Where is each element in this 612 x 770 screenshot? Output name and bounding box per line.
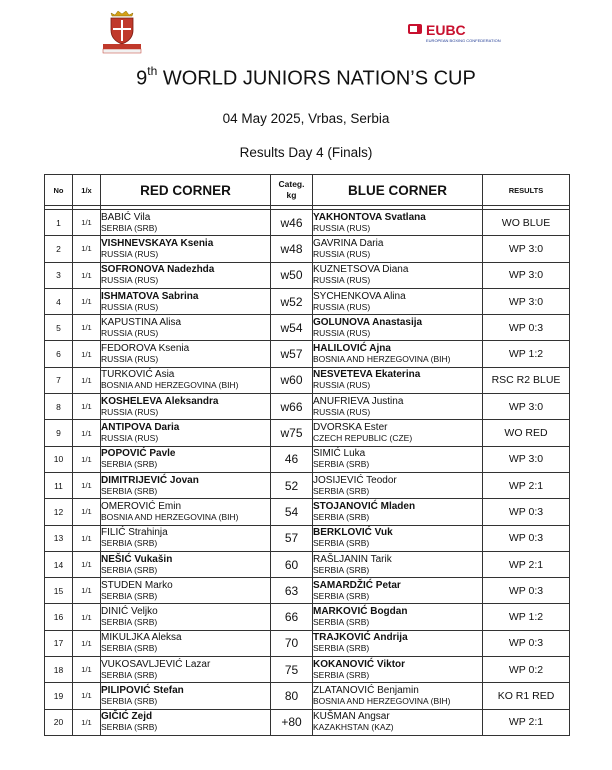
bout-result: WO BLUE — [483, 210, 570, 236]
blue-corner-cell — [313, 288, 483, 314]
eubc-logo — [408, 22, 524, 44]
bout-result: WP 2:1 — [483, 472, 570, 498]
blue-fighter-name: BERKLOVIĆ Vuk — [313, 527, 393, 539]
red-corner-cell — [101, 210, 271, 236]
bout-result: WP 2:1 — [483, 709, 570, 735]
bout-number: 13 — [45, 525, 73, 551]
table-row — [45, 683, 570, 709]
bout-number: 11 — [45, 472, 73, 498]
bout-round: 1/1 — [73, 709, 101, 735]
table-row — [45, 341, 570, 367]
bout-number: 20 — [45, 709, 73, 735]
bout-round: 1/1 — [73, 262, 101, 288]
blue-corner-cell — [313, 578, 483, 604]
blue-fighter-country: SERBIA (SRB) — [313, 617, 370, 628]
red-fighter-name: TURKOVIĆ Asia — [101, 369, 175, 381]
red-corner-cell — [101, 420, 271, 446]
table-row — [45, 315, 570, 341]
weight-category: 75 — [271, 657, 313, 683]
blue-corner-cell — [313, 210, 483, 236]
red-fighter-country: BOSNIA AND HERZEGOVINA (BIH) — [101, 380, 239, 391]
red-fighter-country: RUSSIA (RUS) — [101, 433, 159, 444]
results-table — [44, 174, 570, 736]
blue-corner-cell — [313, 604, 483, 630]
red-fighter-country: SERBIA (SRB) — [101, 695, 158, 706]
bout-number: 8 — [45, 394, 73, 420]
red-fighter-country: RUSSIA (RUS) — [101, 354, 159, 365]
red-corner-cell — [101, 499, 271, 525]
bout-result: WP 3:0 — [483, 394, 570, 420]
bout-number: 18 — [45, 657, 73, 683]
red-corner-cell — [101, 578, 271, 604]
blue-fighter-country: SERBIA (SRB) — [313, 511, 370, 522]
blue-fighter-country: BOSNIA AND HERZEGOVINA (BIH) — [313, 695, 451, 706]
weight-category: w60 — [271, 367, 313, 393]
bout-number: 10 — [45, 446, 73, 472]
red-fighter-country: SERBIA (SRB) — [101, 643, 158, 654]
bout-number: 17 — [45, 630, 73, 656]
red-fighter-country: SERBIA (SRB) — [101, 485, 158, 496]
blue-fighter-name: RAŠLJANIN Tarik — [313, 553, 392, 565]
blue-fighter-country: SERBIA (SRB) — [313, 459, 370, 470]
blue-corner-cell — [313, 709, 483, 735]
weight-category: w57 — [271, 341, 313, 367]
bout-round: 1/1 — [73, 472, 101, 498]
bout-round: 1/1 — [73, 630, 101, 656]
bout-result: WP 0:3 — [483, 315, 570, 341]
table-row — [45, 367, 570, 393]
bout-result: WP 3:0 — [483, 236, 570, 262]
blue-fighter-country: RUSSIA (RUS) — [313, 380, 371, 391]
red-corner-cell — [101, 551, 271, 577]
weight-category: w46 — [271, 210, 313, 236]
blue-corner-cell — [313, 499, 483, 525]
bout-number: 3 — [45, 262, 73, 288]
bout-round: 1/1 — [73, 446, 101, 472]
red-fighter-country: SERBIA (SRB) — [101, 590, 158, 601]
blue-fighter-name: KUZNETSOVA Diana — [313, 264, 409, 276]
red-fighter-name: SOFRONOVA Nadezhda — [101, 264, 215, 276]
bout-result: WO RED — [483, 420, 570, 446]
title-ordinal: th — [147, 64, 158, 78]
blue-fighter-name: DVORSKA Ester — [313, 422, 388, 434]
weight-category: 57 — [271, 525, 313, 551]
bout-round: 1/1 — [73, 420, 101, 446]
bout-number: 16 — [45, 604, 73, 630]
bout-result: WP 2:1 — [483, 551, 570, 577]
blue-corner-cell — [313, 683, 483, 709]
red-fighter-name: DINIĆ Veljko — [101, 606, 158, 618]
red-corner-cell — [101, 683, 271, 709]
weight-category: 63 — [271, 578, 313, 604]
blue-fighter-name: ZLATANOVIĆ Benjamin — [313, 684, 419, 696]
table-row — [45, 236, 570, 262]
blue-fighter-country: KAZAKHSTAN (KAZ) — [313, 722, 394, 733]
weight-category: w54 — [271, 315, 313, 341]
red-fighter-country: SERBIA (SRB) — [101, 222, 158, 233]
bout-number: 1 — [45, 210, 73, 236]
blue-fighter-name: HALILOVIĆ Ajna — [313, 343, 391, 355]
blue-fighter-name: MARKOVIĆ Bogdan — [313, 606, 408, 618]
blue-fighter-country: CZECH REPUBLIC (CZE) — [313, 433, 413, 444]
blue-fighter-country: BOSNIA AND HERZEGOVINA (BIH) — [313, 354, 451, 365]
bout-number: 14 — [45, 551, 73, 577]
red-fighter-name: FILIĆ Strahinja — [101, 527, 168, 539]
red-fighter-name: BABIĆ Vila — [101, 211, 151, 223]
red-fighter-country: BOSNIA AND HERZEGOVINA (BIH) — [101, 511, 239, 522]
blue-fighter-country: SERBIA (SRB) — [313, 669, 370, 680]
bout-round: 1/1 — [73, 525, 101, 551]
blue-fighter-name: JOSIJEVIĆ Teodor — [313, 474, 397, 486]
header-category-line2: kg — [286, 190, 297, 200]
bout-round: 1/1 — [73, 315, 101, 341]
bout-round: 1/1 — [73, 578, 101, 604]
header-blue-corner: BLUE CORNER — [313, 175, 483, 206]
boxing-federation-serbia-logo — [100, 10, 144, 54]
bout-result: WP 1:2 — [483, 341, 570, 367]
blue-fighter-country: SERBIA (SRB) — [313, 485, 370, 496]
bout-round: 1/1 — [73, 210, 101, 236]
red-fighter-name: VUKOSAVLJEVIĆ Lazar — [101, 658, 211, 670]
bout-round: 1/1 — [73, 683, 101, 709]
table-row — [45, 657, 570, 683]
header-results: RESULTS — [483, 175, 570, 206]
table-row — [45, 709, 570, 735]
bout-number: 19 — [45, 683, 73, 709]
blue-fighter-country: RUSSIA (RUS) — [313, 327, 371, 338]
bout-number: 9 — [45, 420, 73, 446]
blue-fighter-name: STOJANOVIĆ Mladen — [313, 500, 416, 512]
bout-result: RSC R2 BLUE — [483, 367, 570, 393]
blue-fighter-name: SYCHENKOVA Alina — [313, 290, 406, 302]
red-corner-cell — [101, 236, 271, 262]
blue-fighter-country: SERBIA (SRB) — [313, 538, 370, 549]
bout-result: WP 0:3 — [483, 578, 570, 604]
red-corner-cell — [101, 394, 271, 420]
red-fighter-name: VISHNEVSKAYA Ksenia — [101, 237, 214, 249]
red-corner-cell — [101, 472, 271, 498]
red-fighter-country: SERBIA (SRB) — [101, 617, 158, 628]
red-fighter-country: SERBIA (SRB) — [101, 669, 158, 680]
red-fighter-name: PILIPOVIĆ Stefan — [101, 684, 184, 696]
table-row — [45, 446, 570, 472]
blue-corner-cell — [313, 657, 483, 683]
blue-fighter-name: GAVRINA Daria — [313, 237, 384, 249]
table-row — [45, 472, 570, 498]
title-number: 9 — [136, 67, 148, 90]
bout-round: 1/1 — [73, 288, 101, 314]
red-corner-cell — [101, 315, 271, 341]
header-round: 1/x — [73, 175, 101, 206]
red-fighter-name: OMEROVIĆ Emin — [101, 500, 182, 512]
blue-fighter-country: SERBIA (SRB) — [313, 564, 370, 575]
eubc-wordmark: EUBC — [426, 22, 466, 38]
blue-fighter-country: RUSSIA (RUS) — [313, 301, 371, 312]
table-row — [45, 210, 570, 236]
weight-category: w48 — [271, 236, 313, 262]
blue-corner-cell — [313, 630, 483, 656]
header-category-line1: Categ. — [278, 179, 305, 189]
table-row — [45, 578, 570, 604]
bout-number: 15 — [45, 578, 73, 604]
blue-corner-cell — [313, 525, 483, 551]
bout-result: WP 0:3 — [483, 499, 570, 525]
weight-category: 54 — [271, 499, 313, 525]
bout-number: 12 — [45, 499, 73, 525]
blue-fighter-name: YAKHONTOVA Svatlana — [313, 211, 426, 223]
weight-category: w50 — [271, 262, 313, 288]
red-corner-cell — [101, 262, 271, 288]
red-corner-cell — [101, 709, 271, 735]
weight-category: 60 — [271, 551, 313, 577]
bout-number: 6 — [45, 341, 73, 367]
red-corner-cell — [101, 630, 271, 656]
blue-corner-cell — [313, 367, 483, 393]
results-body — [45, 206, 570, 736]
red-fighter-country: SERBIA (SRB) — [101, 564, 158, 575]
blue-fighter-country: RUSSIA (RUS) — [313, 248, 371, 259]
table-row — [45, 420, 570, 446]
table-row — [45, 288, 570, 314]
red-fighter-name: DIMITRIJEVIĆ Jovan — [101, 474, 199, 486]
weight-category: 80 — [271, 683, 313, 709]
weight-category: +80 — [271, 709, 313, 735]
blue-fighter-name: NESVETEVA Ekaterina — [313, 369, 421, 381]
red-corner-cell — [101, 341, 271, 367]
table-row — [45, 551, 570, 577]
blue-fighter-country: RUSSIA (RUS) — [313, 222, 371, 233]
blue-fighter-country: RUSSIA (RUS) — [313, 406, 371, 417]
red-fighter-country: RUSSIA (RUS) — [101, 327, 159, 338]
bout-result: WP 0:3 — [483, 630, 570, 656]
bout-round: 1/1 — [73, 341, 101, 367]
red-fighter-name: POPOVIĆ Pavle — [101, 448, 176, 460]
date-location: 04 May 2025, Vrbas, Serbia — [222, 111, 390, 126]
bout-result: WP 0:2 — [483, 657, 570, 683]
bout-round: 1/1 — [73, 551, 101, 577]
red-fighter-name: ANTIPOVA Daria — [101, 422, 180, 434]
bout-result: KO R1 RED — [483, 683, 570, 709]
red-fighter-country: RUSSIA (RUS) — [101, 248, 159, 259]
eubc-tagline: EUROPEAN BOXING CONFEDERATION — [426, 38, 501, 43]
blue-corner-cell — [313, 315, 483, 341]
header-no: No — [45, 175, 73, 206]
red-corner-cell — [101, 525, 271, 551]
bout-result: WP 3:0 — [483, 446, 570, 472]
bout-result: WP 1:2 — [483, 604, 570, 630]
page-title — [0, 66, 612, 91]
table-row — [45, 604, 570, 630]
blue-fighter-name: SIMIĆ Luka — [313, 448, 366, 460]
red-fighter-name: KAPUSTINA Alisa — [101, 316, 182, 328]
table-row — [45, 499, 570, 525]
bout-round: 1/1 — [73, 657, 101, 683]
red-fighter-name: GIČIĆ Zejd — [101, 711, 153, 723]
header-row — [45, 175, 570, 206]
blue-fighter-name: KOKANOVIĆ Viktor — [313, 658, 406, 670]
red-fighter-name: ISHMATOVA Sabrina — [101, 290, 199, 302]
weight-category: 46 — [271, 446, 313, 472]
blue-fighter-name: TRAJKOVIĆ Andrija — [313, 632, 408, 644]
bout-round: 1/1 — [73, 604, 101, 630]
blue-fighter-name: GOLUNOVA Anastasija — [313, 316, 423, 328]
red-corner-cell — [101, 446, 271, 472]
weight-category: 66 — [271, 604, 313, 630]
weight-category: w75 — [271, 420, 313, 446]
bout-round: 1/1 — [73, 394, 101, 420]
blue-fighter-name: ANUFRIEVA Justina — [313, 395, 404, 407]
weight-category: 52 — [271, 472, 313, 498]
red-corner-cell — [101, 657, 271, 683]
red-corner-cell — [101, 367, 271, 393]
blue-fighter-name: SAMARDŽIĆ Petar — [313, 579, 401, 591]
blue-corner-cell — [313, 446, 483, 472]
table-row — [45, 630, 570, 656]
red-fighter-country: RUSSIA (RUS) — [101, 275, 159, 286]
weight-category: w52 — [271, 288, 313, 314]
table-row — [45, 262, 570, 288]
red-fighter-country: RUSSIA (RUS) — [101, 406, 159, 417]
bout-number: 2 — [45, 236, 73, 262]
table-row — [45, 394, 570, 420]
bout-result: WP 3:0 — [483, 262, 570, 288]
header-red-corner: RED CORNER — [101, 175, 271, 206]
blue-fighter-name: KUŠMAN Angsar — [313, 711, 390, 723]
blue-corner-cell — [313, 394, 483, 420]
blue-corner-cell — [313, 551, 483, 577]
blue-fighter-country: RUSSIA (RUS) — [313, 275, 371, 286]
bout-result: WP 0:3 — [483, 525, 570, 551]
weight-category: 70 — [271, 630, 313, 656]
blue-corner-cell — [313, 262, 483, 288]
blue-corner-cell — [313, 472, 483, 498]
bout-number: 5 — [45, 315, 73, 341]
blue-corner-cell — [313, 236, 483, 262]
red-fighter-country: SERBIA (SRB) — [101, 538, 158, 549]
red-corner-cell — [101, 288, 271, 314]
weight-category: w66 — [271, 394, 313, 420]
header-category — [271, 175, 313, 206]
bout-number: 7 — [45, 367, 73, 393]
red-fighter-name: NEŠIĆ Vukašin — [101, 553, 173, 565]
red-fighter-country: SERBIA (SRB) — [101, 459, 158, 470]
bout-result: WP 3:0 — [483, 288, 570, 314]
bout-round: 1/1 — [73, 367, 101, 393]
bout-round: 1/1 — [73, 236, 101, 262]
table-row — [45, 525, 570, 551]
red-fighter-country: RUSSIA (RUS) — [101, 301, 159, 312]
red-corner-cell — [101, 604, 271, 630]
blue-corner-cell — [313, 341, 483, 367]
bout-round: 1/1 — [73, 499, 101, 525]
red-fighter-name: KOSHELEVA Aleksandra — [101, 395, 219, 407]
red-fighter-name: STUDEN Marko — [101, 579, 173, 591]
title-text: WORLD JUNIORS NATION’S CUP — [157, 67, 476, 90]
bout-number: 4 — [45, 288, 73, 314]
red-fighter-country: SERBIA (SRB) — [101, 722, 158, 733]
blue-fighter-country: SERBIA (SRB) — [313, 590, 370, 601]
red-fighter-name: MIKULJKA Aleksa — [101, 632, 182, 644]
blue-fighter-country: SERBIA (SRB) — [313, 643, 370, 654]
red-fighter-name: FEDOROVA Ksenia — [101, 343, 190, 355]
results-day: Results Day 4 (Finals) — [239, 145, 373, 160]
blue-corner-cell — [313, 420, 483, 446]
